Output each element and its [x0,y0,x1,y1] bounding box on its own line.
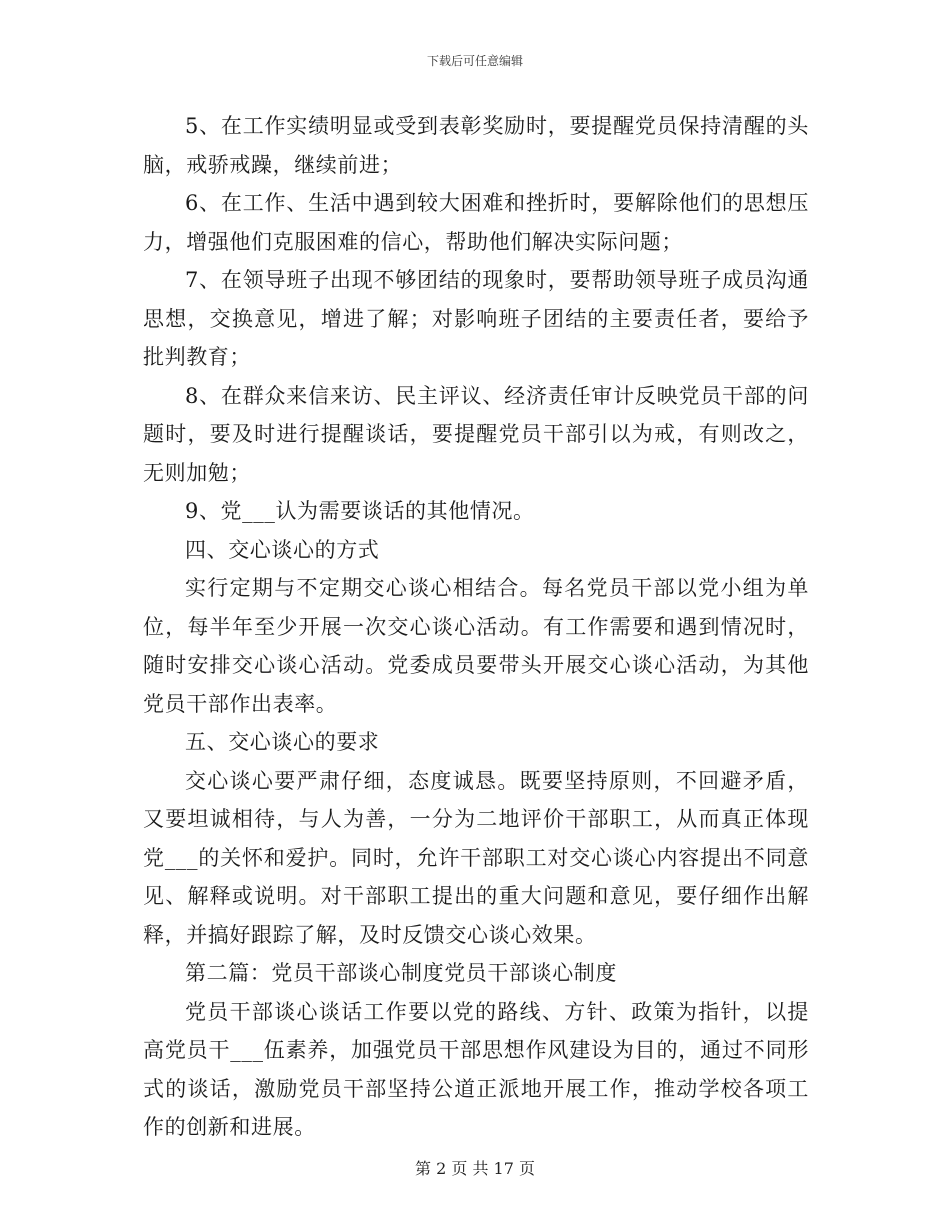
page-number: 第 2 页 共 17 页 [415,1159,535,1178]
paragraph-item-7: 7、在领导班子出现不够团结的现象时，要帮助领导班子成员沟通思想，交换意见，增进了解；对影响班子团结的主要责任者，要给予批判教育； [143,268,809,369]
paragraph-item-6: 6、在工作、生活中遇到较大困难和挫折时，要解除他们的思想压力，增强他们克服困难的信心，帮助他们解决实际问题； [143,191,809,254]
paragraph-item-9: 9、党___认为需要谈话的其他情况。 [185,499,535,523]
paragraph-part-two-intro: 党员干部谈心谈话工作要以党的路线、方针、政策为指针，以提高党员干___伍素养，加强党员干部思想作风建设为目的，通过不同形式的谈话，激励党员干部坚持公道正派地开展工作，推动学校各项工作的创新和进展。 [143,999,809,1139]
section-heading-requirements: 五、交心谈心的要求 [185,730,380,754]
paragraph-item-5: 5、在工作实绩明显或受到表彰奖励时，要提醒党员保持清醒的头脑，戒骄戒躁，继续前进； [143,114,809,177]
section-heading-part-two: 第二篇：党员干部谈心制度党员干部谈心制度 [185,961,617,985]
paragraph-method: 实行定期与不定期交心谈心相结合。每名党员干部以党小组为单位，每半年至少开展一次交心谈心活动。有工作需要和遇到情况时，随时安排交心谈心活动。党委成员要带头开展交心谈心活动，为其他党员干部作出表率。 [143,576,809,716]
paragraph-requirements: 交心谈心要严肃仔细，态度诚恳。既要坚持原则，不回避矛盾，又要坦诚相待，与人为善，一分为二地评价干部职工，从而真正体现党___的关怀和爱护。同时，允许干部职工对交心谈心内容提出不同意见、解释或说明。对干部职工提出的重大问题和意见，要仔细作出解释，并搞好跟踪了解，及时反馈交心谈心效果。 [143,768,809,947]
section-heading-method: 四、交心谈心的方式 [185,537,380,562]
paragraph-item-8: 8、在群众来信来访、民主评议、经济责任审计反映党员干部的问题时，要及时进行提醒谈话，要提醒党员干部引以为戒，有则改之，无则加勉； [143,383,809,485]
page-header-note: 下载后可任意编辑 [426,54,523,68]
document-body [143,107,809,1147]
